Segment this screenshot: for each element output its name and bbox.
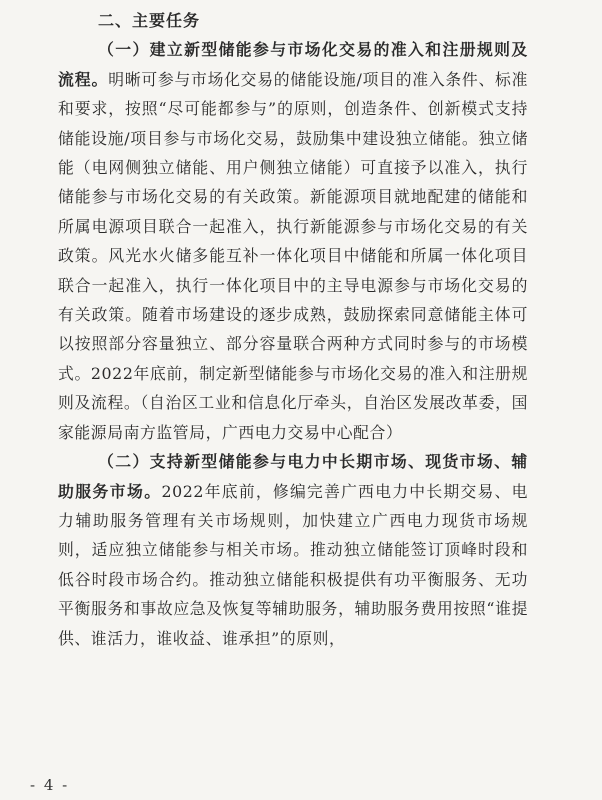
paragraph-1: [58, 35, 528, 447]
paragraph-2-title: （二）支持新型储能参与电力中长期市场、现货市场、辅助服务市场。: [58, 452, 528, 501]
paragraph-1-body: 明晰可参与市场化交易的储能设施/项目的准入条件、标准和要求，按照“尽可能都参与”的原则，创造条件、创新模式支持储能设施/项目参与市场化交易，鼓励集中建设独立储能。独立储能（电网侧独立储能、用户侧独立储能）可直接予以准入，执行储能参与市场化交易的有关政策。新能源项目就地配建的储能和所属电源项目联合一起准入，执行新能源参与市场化交易的有关政策。风光水火储多能互补一体化项目中储能和所属一体化项目联合一起准入，执行一体化项目中的主导电源参与市场化交易的有关政策。随着市场建设的逐步成熟，鼓励探索同意储能主体可以按照部分容量独立、部分容量联合两种方式同时参与的市场模式。2022年底前，制定新型储能参与市场化交易的准入和注册规则及流程。（自治区工业和信息化厅牵头，自治区发展改革委，国家能源局南方监管局，广西电力交易中心配合）: [58, 69, 528, 442]
section-heading: 二、主要任务: [98, 11, 201, 30]
page-number: - 4 -: [30, 776, 70, 794]
paragraph-2: [58, 447, 528, 653]
paragraph-2-body: 2022年底前，修编完善广西电力中长期交易、电力辅助服务管理有关市场规则，加快建立广西电力现货市场规则，适应独立储能参与相关市场。推动独立储能签订顶峰时段和低谷时段市场合约。推动独立储能积极提供有功平衡服务、无功平衡服务和事故应急及恢复等辅助服务，辅助服务费用按照“谁提供、谁活力，谁收益、谁承担”的原则，: [58, 481, 528, 648]
document-body: [58, 6, 528, 653]
paragraph-1-title: （一）建立新型储能参与市场化交易的准入和注册规则及流程。: [58, 40, 528, 89]
